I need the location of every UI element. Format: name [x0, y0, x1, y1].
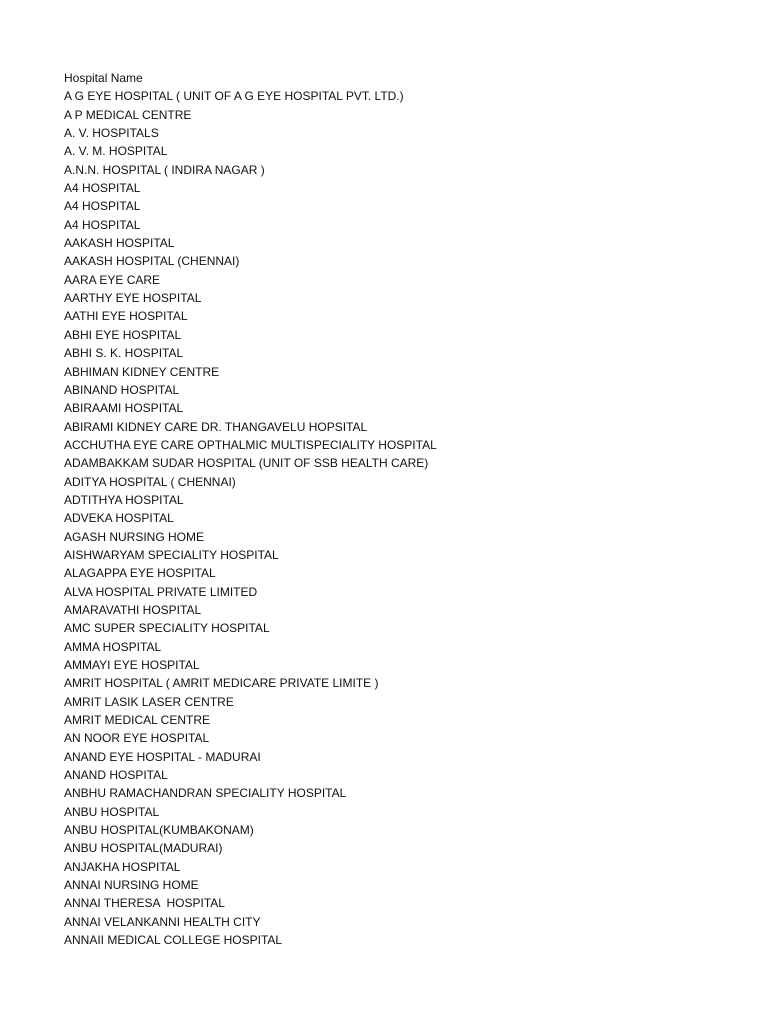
- list-item: ABIRAAMI HOSPITAL: [64, 401, 184, 416]
- list-item: ANAND HOSPITAL: [64, 768, 168, 783]
- list-item: AAKASH HOSPITAL (CHENNAI): [64, 254, 240, 269]
- list-item: ADAMBAKKAM SUDAR HOSPITAL (UNIT OF SSB HEALTH CARE): [64, 456, 429, 471]
- list-item: AMMA HOSPITAL: [64, 639, 162, 654]
- list-item: AMC SUPER SPECIALITY HOSPITAL: [64, 621, 270, 636]
- list-item: A. V. HOSPITALS: [64, 126, 159, 141]
- list-item: AARTHY EYE HOSPITAL: [64, 291, 202, 306]
- list-item: A. V. M. HOSPITAL: [64, 144, 168, 159]
- list-item: ABHI EYE HOSPITAL: [64, 327, 182, 342]
- list-item: AAKASH HOSPITAL: [64, 236, 175, 251]
- list-item: ABIRAMI KIDNEY CARE DR. THANGAVELU HOPSITAL: [64, 419, 368, 434]
- list-item: ALVA HOSPITAL PRIVATE LIMITED: [64, 584, 258, 599]
- list-item: AMRIT LASIK LASER CENTRE: [64, 694, 234, 709]
- list-item: ANBU HOSPITAL(KUMBAKONAM): [64, 823, 254, 838]
- list-item: AMRIT HOSPITAL ( AMRIT MEDICARE PRIVATE LIMITE ): [64, 676, 379, 691]
- column-header: Hospital Name: [64, 71, 143, 85]
- list-item: ADITYA HOSPITAL ( CHENNAI): [64, 474, 236, 489]
- list-item: ANNAI NURSING HOME: [64, 878, 199, 893]
- list-item: ANBU HOSPITAL: [64, 804, 160, 819]
- list-item: ADVEKA HOSPITAL: [64, 511, 174, 526]
- list-item: AN NOOR EYE HOSPITAL: [64, 731, 210, 746]
- list-item: ABINAND HOSPITAL: [64, 382, 180, 397]
- list-item: ANNAII MEDICAL COLLEGE HOSPITAL: [64, 933, 283, 948]
- list-item: A.N.N. HOSPITAL ( INDIRA NAGAR ): [64, 162, 265, 177]
- list-item: A4 HOSPITAL: [64, 199, 141, 214]
- list-item: ANNAI VELANKANNI HEALTH CITY: [64, 914, 261, 929]
- list-item: ANAND EYE HOSPITAL - MADURAI: [64, 749, 261, 764]
- list-item: ABHI S. K. HOSPITAL: [64, 346, 184, 361]
- list-item: ANBHU RAMACHANDRAN SPECIALITY HOSPITAL: [64, 786, 347, 801]
- hospital-name-list: [64, 69, 437, 950]
- list-item: AATHI EYE HOSPITAL: [64, 309, 188, 324]
- list-item: ANJAKHA HOSPITAL: [64, 859, 181, 874]
- list-item: ANNAI THERESA HOSPITAL: [64, 896, 225, 911]
- list-item: ANBU HOSPITAL(MADURAI): [64, 841, 223, 856]
- list-item: AGASH NURSING HOME: [64, 529, 205, 544]
- list-item: ADTITHYA HOSPITAL: [64, 492, 184, 507]
- list-item: A P MEDICAL CENTRE: [64, 107, 192, 122]
- list-item: AARA EYE CARE: [64, 272, 161, 287]
- list-item: ALAGAPPA EYE HOSPITAL: [64, 566, 216, 581]
- list-item: AMRIT MEDICAL CENTRE: [64, 713, 211, 728]
- list-item: AISHWARYAM SPECIALITY HOSPITAL: [64, 547, 279, 562]
- list-item: AMMAYI EYE HOSPITAL: [64, 658, 200, 672]
- list-item: ACCHUTHA EYE CARE OPTHALMIC MULTISPECIALITY HOSPITAL: [64, 437, 437, 452]
- list-item: A G EYE HOSPITAL ( UNIT OF A G EYE HOSPITAL PVT. LTD.): [64, 89, 404, 104]
- list-item: AMARAVATHI HOSPITAL: [64, 602, 202, 617]
- list-item: A4 HOSPITAL: [64, 217, 141, 232]
- list-item: A4 HOSPITAL: [64, 181, 141, 196]
- list-item: ABHIMAN KIDNEY CENTRE: [64, 364, 220, 379]
